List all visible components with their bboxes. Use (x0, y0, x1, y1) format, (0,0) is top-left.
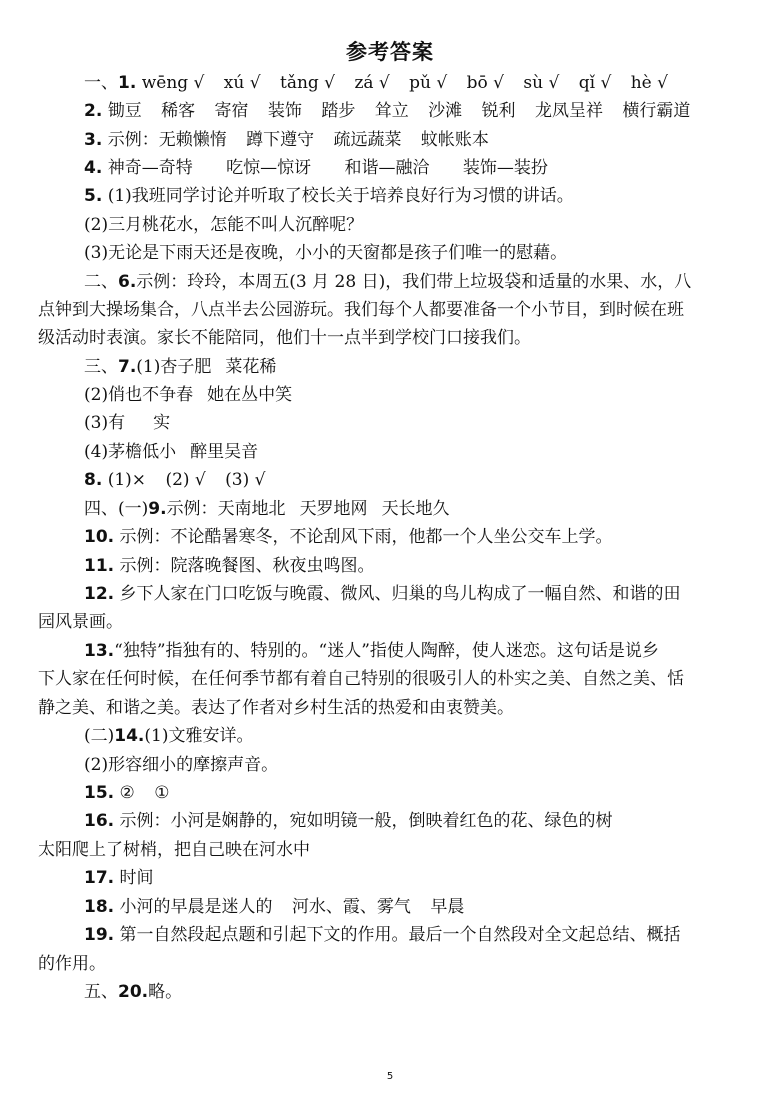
word-item: 天长地久 (381, 499, 450, 519)
word-item: 天南地北 (217, 499, 286, 519)
answer-item: 小河的早晨是迷人的 (119, 897, 273, 917)
answer-7-part-3 (84, 413, 170, 433)
pinyin-item: xú √ (223, 73, 261, 93)
answer-text: (1)杏子肥 (136, 357, 212, 377)
answer-5 (84, 186, 574, 206)
question-number: 14. (114, 726, 145, 746)
answer-11 (84, 556, 375, 576)
word-pair: 装饰—装扮 (462, 158, 548, 178)
word-item: 龙凤呈祥 (534, 101, 603, 121)
section-label: (二) (84, 726, 115, 746)
answer-text: (1)我班同学讨论并听取了校长关于培养良好行为习惯的讲话。 (107, 186, 574, 206)
answer-text: 醉里吴音 (190, 442, 259, 462)
answer-19-line-2: 的作用。 (38, 954, 106, 974)
section-label: 三、 (84, 357, 118, 377)
answer-7 (84, 357, 276, 377)
question-number: 9. (148, 499, 167, 519)
answer-9 (84, 499, 450, 519)
word-item: 耸立 (374, 101, 409, 121)
word-item: 稀客 (161, 101, 196, 121)
answer-20 (84, 982, 182, 1002)
judgement-item: (2) √ (165, 470, 206, 490)
word-item: 锐利 (481, 101, 516, 121)
answer-14-part-2: (2)形容细小的摩擦声音。 (84, 755, 279, 775)
question-number: 4. (84, 158, 103, 178)
judgement-item: (3) √ (225, 470, 266, 490)
pinyin-item: qǐ √ (578, 73, 612, 93)
question-number: 17. (84, 868, 115, 888)
word-item: 无赖懒惰 (158, 130, 227, 150)
pinyin-item: pǔ √ (409, 73, 448, 93)
answer-6 (84, 272, 691, 292)
question-number: 12. (84, 584, 115, 604)
answer-text: 乡下人家在门口吃饭与晚霞、微风、归巢的鸟儿构成了一幅自然、和谐的田 (119, 584, 681, 604)
answer-8 (84, 470, 266, 490)
answer-item: ② (119, 783, 135, 803)
pinyin-item: zá √ (354, 73, 390, 93)
word-item: 蹲下遵守 (246, 130, 315, 150)
answer-text: 她在丛中笑 (207, 385, 293, 405)
question-number: 1. (118, 73, 137, 93)
example-prefix: 示例： (166, 499, 218, 519)
word-item: 锄豆 (107, 101, 142, 121)
answer-14 (84, 726, 253, 746)
word-pair: 神奇—奇特 (107, 158, 193, 178)
pinyin-item: wēng √ (141, 73, 205, 93)
question-number: 10. (84, 527, 115, 547)
word-item: 横行霸道 (622, 101, 691, 121)
question-number: 2. (84, 101, 103, 121)
answer-5-part-3: (3)无论是下雨天还是夜晚，小小的天窗都是孩子们唯一的慰藉。 (84, 243, 568, 263)
word-item: 疏远蔬菜 (333, 130, 402, 150)
answer-text: 示例：小河是娴静的，宛如明镜一般，倒映着红色的花、绿色的树 (119, 811, 613, 831)
answer-10 (84, 527, 613, 547)
answer-4 (84, 158, 548, 178)
pinyin-item: bō √ (466, 73, 505, 93)
word-item: 沙滩 (428, 101, 463, 121)
pinyin-item: tǎng √ (279, 73, 336, 93)
question-number: 8. (84, 470, 103, 490)
example-prefix: 示例： (107, 130, 159, 150)
answer-15 (84, 783, 169, 803)
answer-6-line-2: 点钟到大操场集合，八点半去公园游玩。我们每个人都要准备一个小节目，到时候在班 (38, 300, 684, 320)
answer-16-line-2: 太阳爬上了树梢，把自己映在河水中 (38, 840, 310, 860)
pinyin-item: sù √ (523, 73, 560, 93)
answer-text: 第一自然段起点题和引起下文的作用。最后一个自然段对全文起总结、概括 (119, 925, 681, 945)
answer-text: 菜花稀 (225, 357, 277, 377)
word-item: 踏步 (321, 101, 356, 121)
section-label: 一、 (84, 73, 118, 93)
answer-item: ① (154, 783, 170, 803)
answer-text: (3)有 (84, 413, 126, 433)
answer-18 (84, 897, 464, 917)
question-number: 5. (84, 186, 103, 206)
pinyin-item: hè √ (630, 73, 668, 93)
word-item: 装饰 (267, 101, 302, 121)
page-title: 参考答案 (346, 40, 434, 64)
question-number: 6. (118, 272, 137, 292)
question-number: 16. (84, 811, 115, 831)
question-number: 15. (84, 783, 115, 803)
section-label: 四、(一) (84, 499, 149, 519)
answer-text: 略。 (148, 982, 183, 1002)
answer-item: 河水、霞、雾气 (291, 897, 411, 917)
answer-text: (4)茅檐低小 (84, 442, 177, 462)
answer-text: 实 (153, 413, 171, 433)
judgement-item: (1)× (107, 470, 147, 490)
word-pair: 和谐—融洽 (344, 158, 430, 178)
answer-7-part-2 (84, 385, 292, 405)
answer-6-line-3: 级活动时表演。家长不能陪同，他们十一点半到学校门口接我们。 (38, 328, 531, 348)
answer-text: (2)俏也不争春 (84, 385, 194, 405)
word-pair: 吃惊—惊讶 (226, 158, 312, 178)
answer-13-line-3: 静之美、和谐之美。表达了作者对乡村生活的热爱和由衷赞美。 (38, 698, 514, 718)
answer-3 (84, 130, 489, 150)
answer-12 (84, 584, 681, 604)
word-item: 蚊帐账本 (420, 130, 489, 150)
answer-13 (84, 641, 659, 661)
question-number: 11. (84, 556, 115, 576)
answer-5-part-2: (2)三月桃花水，怎能不叫人沉醉呢？ (84, 215, 364, 235)
question-number: 18. (84, 897, 115, 917)
answer-item: 早晨 (430, 897, 465, 917)
section-label: 五、 (84, 982, 118, 1002)
answer-13-line-2: 下人家在任何时候，在任何季节都有着自己特别的很吸引人的朴实之美、自然之美、恬 (38, 669, 684, 689)
question-number: 13. (84, 641, 115, 661)
answer-17 (84, 868, 154, 888)
question-number: 7. (118, 357, 137, 377)
page-number: 5 (386, 1071, 394, 1082)
section-label: 二、 (84, 272, 118, 292)
question-number: 3. (84, 130, 103, 150)
answer-7-part-4 (84, 442, 258, 462)
answer-text: 示例：不论酷暑寒冬，不论刮风下雨，他都一个人坐公交车上学。 (119, 527, 613, 547)
answer-text: (1)文雅安详。 (144, 726, 254, 746)
answer-12-line-2: 园风景画。 (38, 612, 123, 632)
answer-19 (84, 925, 681, 945)
answer-text: 示例：玲玲，本周五(3 月 28 日)，我们带上垃圾袋和适量的水果、水，八 (136, 272, 692, 292)
answer-text: 示例：院落晚餐图、秋夜虫鸣图。 (119, 556, 375, 576)
answer-text: “独特”指独有的、特别的。“迷人”指使人陶醉，使人迷恋。这句话是说乡 (114, 641, 659, 661)
word-item: 寄宿 (214, 101, 249, 121)
word-item: 天罗地网 (299, 499, 368, 519)
answer-2 (84, 101, 690, 121)
answer-16 (84, 811, 613, 831)
question-number: 20. (118, 982, 149, 1002)
question-number: 19. (84, 925, 115, 945)
answer-text: 时间 (119, 868, 154, 888)
answer-1 (84, 73, 668, 93)
